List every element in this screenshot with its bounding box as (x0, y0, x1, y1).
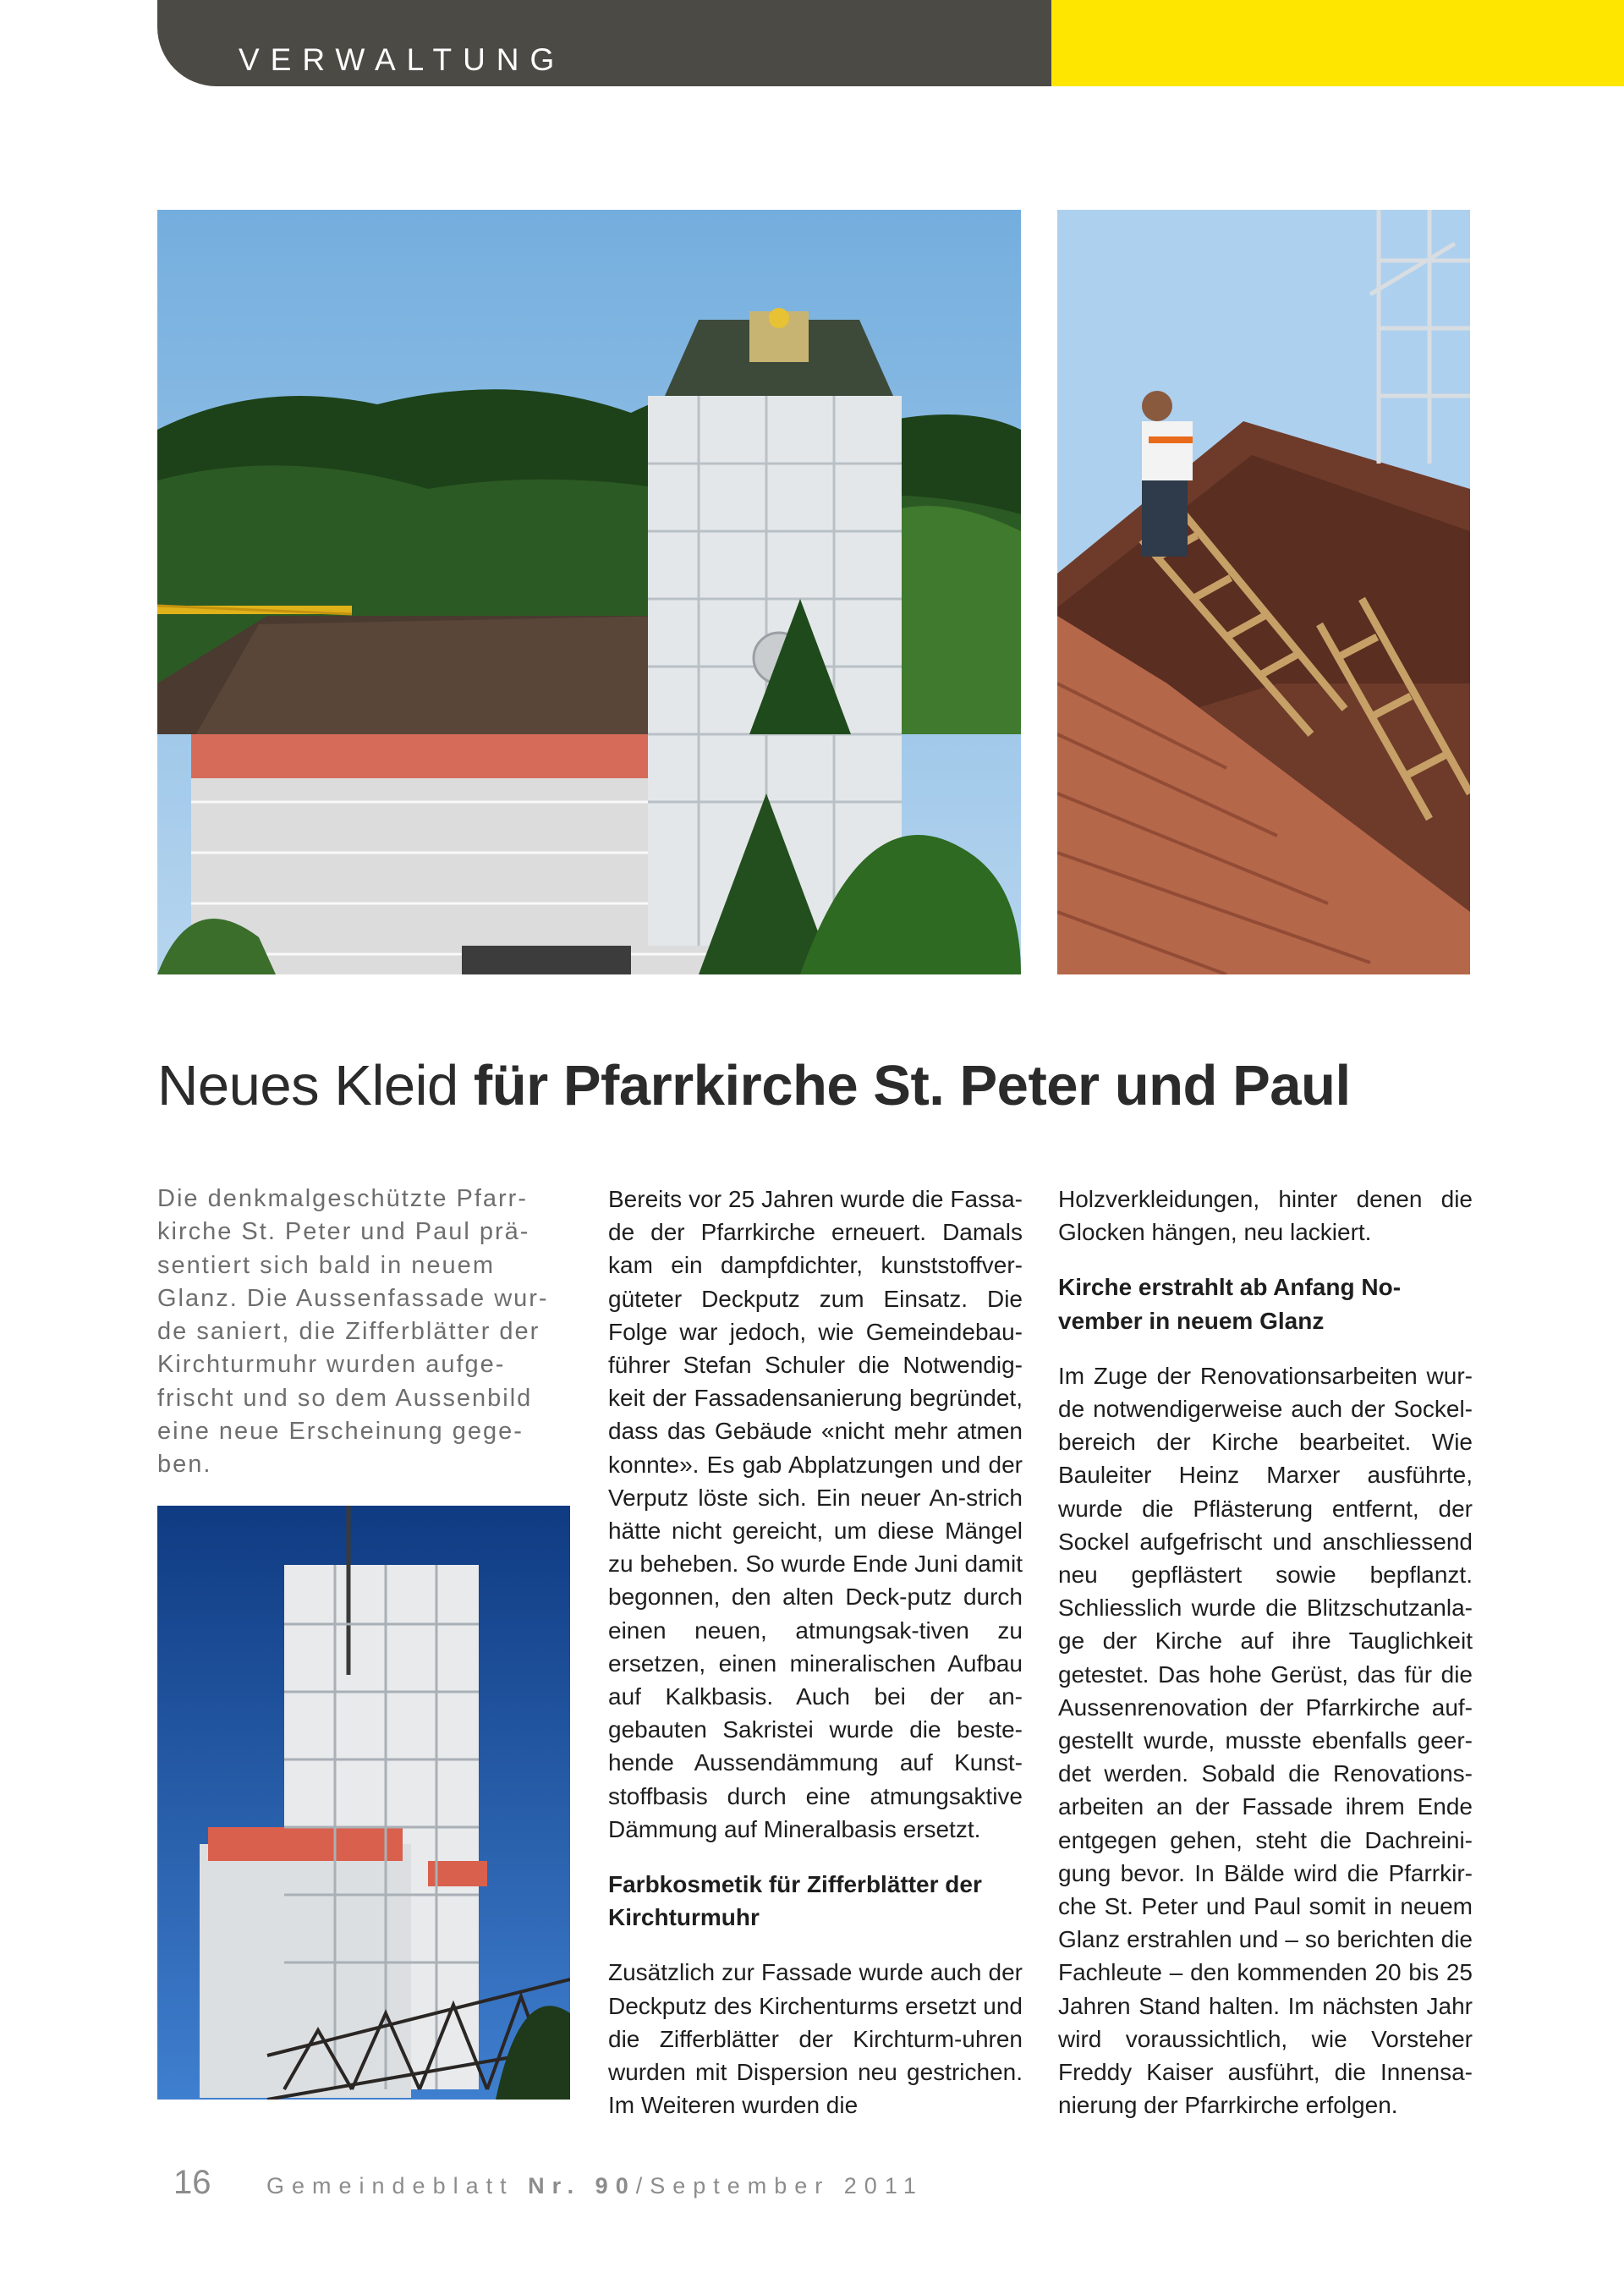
publication-name: Gemeindeblatt (266, 2173, 514, 2198)
issue-date: /September 2011 (635, 2173, 924, 2198)
subheading: Farbkosmetik für Zifferblätter der Kirchturmuhr (608, 1871, 982, 1931)
article-column-2 (608, 1183, 1023, 2122)
title-bold: für Pfarrkirche St. Peter und Paul (473, 1054, 1351, 1117)
paragraph: Zusätzlich zur Fassade wurde auch der Deckputz des Kirchenturms ersetzt und die Zifferblätter der Kirchturm-uhren wurden mit Dispersion neu gestrichen. Im Weiteren wurden die (608, 1959, 1023, 2119)
lead-paragraph: Die denkmalgeschützte Pfarr-kirche St. Peter und Paul prä-sentiert sich bald in neuem Glanz. Die Aussenfassade wur-de saniert, die Zifferblätter der Kirchturmuhr wurden aufge-frischt und so dem Aussenbild eine neue Erscheinung gege-ben. (157, 1185, 549, 1479)
header-accent (1051, 0, 1624, 86)
article-column-3 (1058, 1183, 1473, 2122)
section-label: VERWALTUNG (239, 42, 566, 77)
paragraph: Bereits vor 25 Jahren wurde die Fassa-de der Pfarrkirche erneuert. Damals kam ein dampfdichter, kunststoffver-güteter Deckputz zum Einsatz. Die Folge war jedoch, wie Gemeindebau-führer Stefan Schuler die Notwendig-keit der Fassadensanierung begründet, dass das Gebäude «nicht mehr atmen konnte». Es gab Abplatzungen und der Verputz löste sich. Ein neuer An-strich hätte nicht gereicht, um diese Mängel zu beheben. So wurde Ende Juni damit begonnen, den alten Deck-putz durch einen neuen, atmungsak-tiven zu ersetzen, einen mineralischen Aufbau auf Kalkbasis. Auch bei der an-gebauten Sakristei wurde die beste-hende Aussendämmung auf Kunst-stoffbasis durch eine atmungsaktive Dämmung auf Mineralbasis ersetzt. (608, 1186, 1023, 1842)
title-light: Neues Kleid (157, 1054, 458, 1117)
roof-worker-photo (1057, 210, 1470, 974)
subheading: Kirche erstrahlt ab Anfang No-vember in neuem Glanz (1058, 1274, 1402, 1334)
issue-label: Nr. (528, 2173, 582, 2198)
tower-scaffolding-photo (157, 1506, 570, 2100)
issue-number: 90 (595, 2173, 636, 2198)
article-title (157, 1053, 1351, 1118)
church-scaffolding-photo (157, 210, 1021, 974)
paragraph: Holzverkleidungen, hinter denen die Glocken hängen, neu lackiert. (1058, 1186, 1473, 1246)
footer-publication (266, 2173, 924, 2199)
page-number: 16 (173, 2164, 211, 2201)
paragraph: Im Zuge der Renovationsarbeiten wur-de notwendigerweise auch der Sockel-bereich der Kirche bearbeitet. Wie Bauleiter Heinz Marxer ausführte, wurde die Pflästerung entfernt, der Sockel aufgefrischt und anschliessend neu gepflästert sowie bepflanzt. Schliesslich wurde die Blitzschutzanla-ge der Kirche auf ihre Tauglichkeit getestet. Das hohe Gerüst, das für die Aussenrenovation der Pfarrkirche auf-gestellt wurde, musste ebenfalls geer-det werden. Sobald die Renovations-arbeiten an der Fassade ihrem Ende entgegen gehen, steht die Dachreini-gung bevor. In Bälde wird die Pfarrkir-che St. Peter und Paul somit in neuem Glanz erstrahlen und – so berichten die Fachleute – den kommenden 20 bis 25 Jahren Stand halten. Im nächsten Jahr wird voraussichtlich, wie Vorsteher Freddy Kaiser ausführt, die Innensa-nierung der Pfarrkirche erfolgen. (1058, 1362, 1473, 2119)
